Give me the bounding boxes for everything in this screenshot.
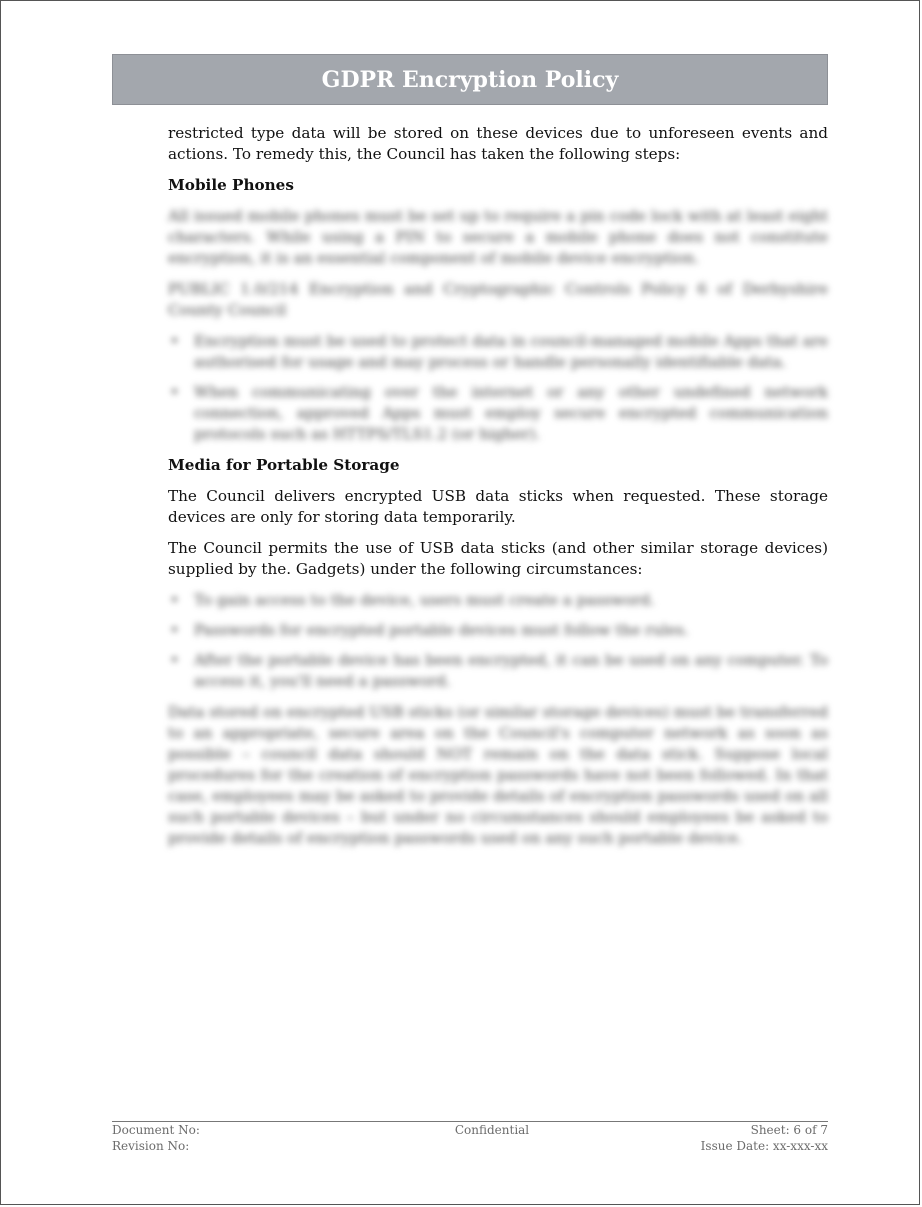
intro-paragraph: restricted type data will be stored on these devices due to unforeseen events and actions. To remedy this, the Council has taken the following steps:: [168, 124, 828, 163]
portable-storage-closing-paragraph: Data stored on encrypted USB sticks (or similar storage devices) must be transferred to an appropriate, secure area on the Council's computer network as soon as possible – council data should NOT remain on the data stick. Suppose local procedures for the creation of encryption passwords have not been followed. In that case, employees may be asked to provide details of encryption passwords used on all such portable devices – but under no circumstances should employees be asked to provide details of encryption passwords used on any such portable device.: [168, 703, 828, 847]
portable-storage-paragraph-1: The Council delivers encrypted USB data sticks when requested. These storage devices are only for storing data temporarily.: [168, 487, 828, 526]
mobile-phones-heading: Mobile Phones: [168, 176, 294, 194]
title-banner: [112, 54, 828, 105]
portable-storage-heading: Media for Portable Storage: [168, 456, 400, 474]
portable-storage-blurred-section: [168, 590, 828, 849]
revision-number-label: Revision No:: [112, 1139, 190, 1153]
list-item: • Passwords for encrypted portable devices must follow the rules.: [168, 620, 828, 641]
list-item: • After the portable device has been encrypted, it can be used on any computer. To access it, you'll need a password.: [168, 650, 828, 692]
mobile-phones-list: [168, 331, 828, 445]
sheet-number: Sheet: 6 of 7: [750, 1123, 828, 1137]
portable-storage-paragraph-2: The Council permits the use of USB data sticks (and other similar storage devices) supplied by the. Gadgets) under the following circumstances:: [168, 539, 828, 578]
footer-right: [701, 1122, 828, 1154]
mobile-phones-reference: PUBLIC 1.0/214 Encryption and Cryptographic Controls Policy 6 of Derbyshire County Council: [168, 280, 828, 319]
portable-storage-list: [168, 590, 828, 692]
document-title: GDPR Encryption Policy: [321, 66, 619, 93]
confidential-label: Confidential: [454, 1123, 530, 1137]
issue-date: Issue Date: xx-xxx-xx: [700, 1139, 828, 1153]
list-item: • To gain access to the device, users must create a password.: [168, 590, 828, 611]
document-number-label: Document No:: [112, 1123, 200, 1137]
mobile-phones-blurred-section: [168, 206, 828, 445]
list-item: • Encryption must be used to protect data in council-managed mobile Apps that are authorised for usage and may process or handle personally identifiable data.: [168, 331, 828, 373]
mobile-phones-paragraph: All issued mobile phones must be set up to require a pin code lock with at least eight characters. While using a PIN to secure a mobile phone does not constitute encryption, it is an essential component of mobile device encryption.: [168, 207, 828, 267]
list-item: • When communicating over the internet or any other undefined network connection, approved Apps must employ secure encrypted communication protocols such as HTTPS/TLS1.2 (or higher).: [168, 382, 828, 445]
document-body: [168, 123, 828, 859]
